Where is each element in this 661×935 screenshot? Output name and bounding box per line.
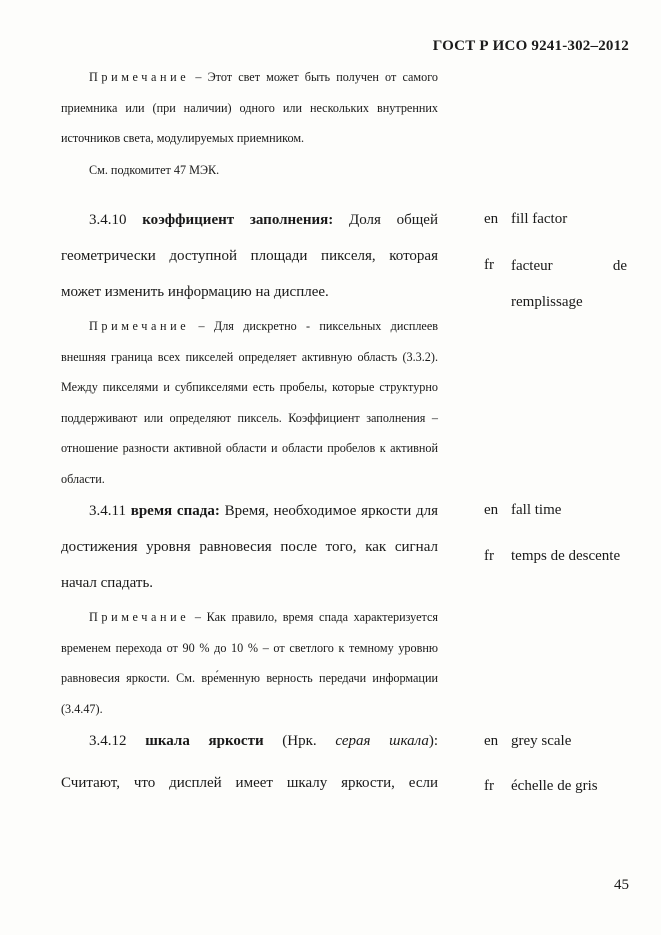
paren-close: ): <box>428 733 439 749</box>
deprecated-term: серая шкала <box>335 733 429 749</box>
term-en: fall time <box>511 502 562 518</box>
note-text: Как правило, время спада характеризуется временем перехода от 90 % до 10 % – от светлого к темному уровню равновесия яркости. См. вре́менную верность передачи информации (3.4.47). <box>61 610 439 716</box>
note-label: Примечание <box>89 319 190 333</box>
term-fr: temps de descente <box>511 548 621 564</box>
note-label: Примечание <box>89 70 190 84</box>
document-header: ГОСТ Р ИСО 9241-302–2012 <box>432 38 629 54</box>
entry-definition: Считают, что дисплей имеет шкалу яркости, если <box>61 775 438 791</box>
entry-term: время спада: <box>130 503 220 519</box>
term-fr: facteur de remplissage <box>511 258 627 310</box>
note-3-4-11 <box>61 602 438 724</box>
term-en: fill factor <box>511 211 568 227</box>
entry-definition: Время, необходимое яркости для достижения уровня равновесия после того, как сигнал начал спадать. <box>61 503 439 591</box>
note-3-4-10 <box>61 311 438 494</box>
entry-3-4-11 <box>61 493 438 601</box>
entry-number: 3.4.10 <box>89 212 127 228</box>
page-number: 45 <box>614 877 629 893</box>
note-text: Для дискретно - пиксельных дисплеев внешняя граница всех пикселей определяет активную область (3.3.2). Между пикселями и субпикселями есть пробелы, которые структурно поддерживают или определяют пиксель. Коэффициент заполнения – отношение разности активной области и области пробелов к активной области. <box>61 319 438 486</box>
lang-fr-label: fr <box>484 257 494 273</box>
paren-open: (Нрк. <box>263 733 336 749</box>
entry-3-4-12 <box>61 723 438 759</box>
note-dash: – <box>189 70 208 84</box>
entry-definition: Доля общей геометрически доступной площади пикселя, которая может изменить информацию на дисплее. <box>61 212 438 300</box>
see-reference: См. подкомитет 47 МЭК. <box>89 163 220 177</box>
note-dash: – <box>189 610 207 624</box>
note-label: Примечание <box>89 610 190 624</box>
note-dash: – <box>189 319 214 333</box>
entry-number: 3.4.12 <box>89 733 127 749</box>
entry-term: коэффициент заполнения: <box>142 212 334 228</box>
note-text: Этот свет может быть получен от самого приемника или (при наличии) одного или нескольких внутренних источников света, модулируемых приемником. <box>61 70 439 145</box>
entry-number: 3.4.11 <box>89 503 126 519</box>
note-1 <box>61 62 438 154</box>
lang-en-label: en <box>484 211 499 227</box>
lang-en-label: en <box>484 502 499 518</box>
term-fr: échelle de gris <box>511 778 598 794</box>
lang-en-label: en <box>484 733 499 749</box>
entry-term: шкала яркости <box>145 733 264 749</box>
entry-3-4-10 <box>61 202 438 310</box>
term-en: grey scale <box>511 733 572 749</box>
lang-fr-label: fr <box>484 548 494 564</box>
lang-fr-label: fr <box>484 778 494 794</box>
